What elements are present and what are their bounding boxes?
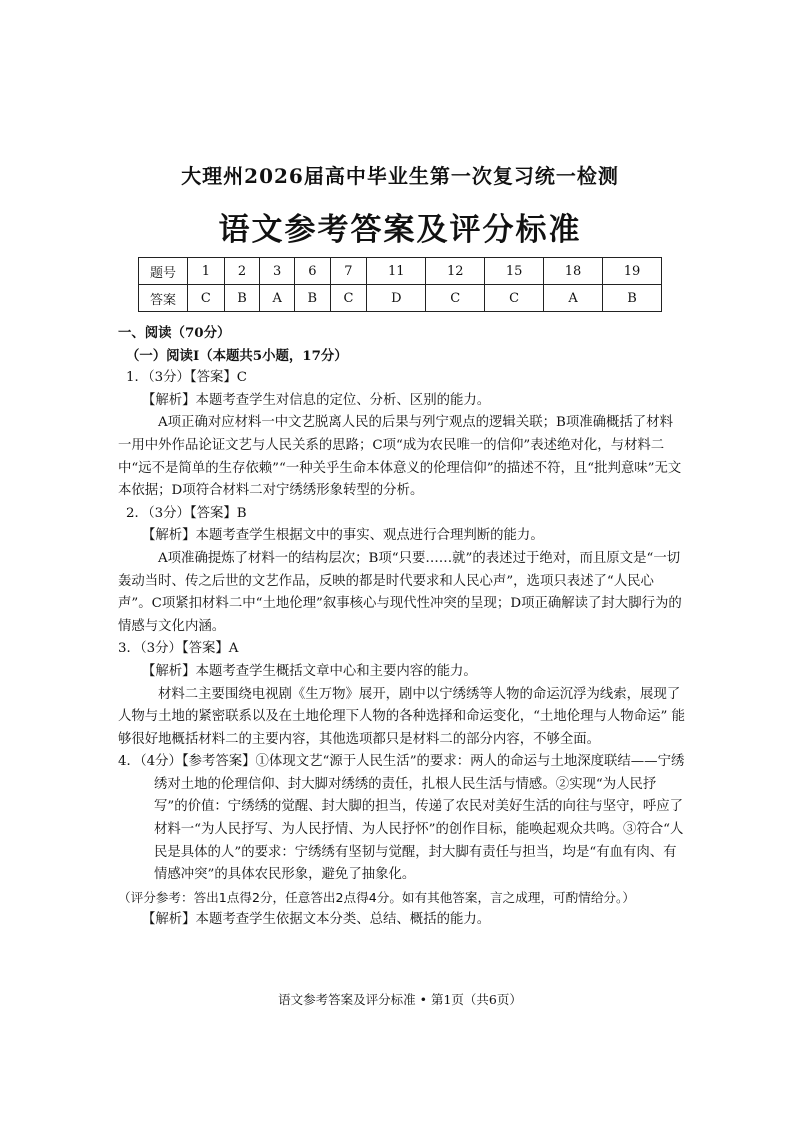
answer-cell: B: [603, 285, 662, 312]
q3-analysis: 【解析】本题考查学生概括文章中心和主要内容的能力。: [142, 663, 477, 679]
section-subheading: （一）阅读Ⅰ（本题共5小题，17分）: [126, 347, 348, 364]
q4-points: ①体现文艺“源于人民生活”的要求：两人的命运与土地深度联结——宁绣绣对土地的伦理信仰、封大脚对绣绣的责任，扎根人民生活与情感。②实现“为人民抒写”的价值：宁绣绣的觉醒、封大脚的担当，传递了农民对美好生活的向往与坚守，呼应了材料一“为人民抒写、为人民抒情、为人民抒怀”的创作目标，能唤起观众共鸣。③符合“人民是具体的人”的要求：宁绣绣有坚韧与觉醒，封大脚有责任与担当，均是“有血有肉、有情感冲突”的具体农民形象，避免了抽象化。: [154, 754, 685, 883]
answer-row: [139, 285, 662, 312]
q4-analysis: 【解析】本题考查学生依据文本分类、总结、概括的能力。: [142, 912, 491, 928]
answer-cell: A: [544, 285, 603, 312]
answer-cell: C: [426, 285, 485, 312]
q1-answer: 1．（3分）【答案】C: [126, 370, 248, 386]
question-number: 11: [367, 258, 426, 285]
question-number-row: [139, 258, 662, 285]
q1-explanation: A项正确对应材料一中文艺脱离人民的后果与列宁观点的逻辑关联；B项准确概括了材料一用中外作品论证文艺与人民关系的思路；C项“成为农民唯一的信仰”表述绝对化，与材料二中“远不是简单的生存依赖”“一种关乎生命本体意义的伦理信仰”的描述不符，且“批判意味”无文本依据；D项符合材料二对宁绣绣形象转型的分析。: [118, 415, 682, 499]
answer-cell: B: [224, 285, 259, 312]
question-number: 7: [330, 258, 367, 285]
answer-cell: C: [485, 285, 544, 312]
q4-head: 4．（4分）【参考答案】: [118, 754, 256, 770]
q4-scoring-note: （评分参考：答出1点得2分，任意答出2点得4分。如有其他答案，言之成理，可酌情给分。）: [118, 889, 635, 905]
answer-table: [138, 257, 662, 312]
q4-block: [118, 751, 686, 932]
q4-reference-answer: [118, 751, 686, 887]
question-number: 18: [544, 258, 603, 285]
answer-cell: D: [367, 285, 426, 312]
q2-answer: 2．（3分）【答案】B: [126, 505, 247, 521]
question-number: 1: [188, 258, 225, 285]
row-label-question: 题号: [139, 258, 188, 285]
document-title: 语文参考答案及评分标准: [218, 212, 582, 248]
page-footer: 语文参考答案及评分标准 • 第1页（共6页）: [278, 992, 522, 1007]
question-number: 3: [260, 258, 295, 285]
q3-explanation: 材料二主要围绕电视剧《生万物》展开，剧中以宁绣绣等人物的命运沉浮为线索，展现了人物与土地的紧密联系以及在土地伦理下人物的各种选择和命运变化，“土地伦理与人物命运” 能够很好地概括材料二的主要内容，其他选项都只是材料二的部分内容，不够全面。: [118, 686, 685, 747]
answer-cell: C: [188, 285, 225, 312]
q1-block: [118, 367, 686, 503]
answer-cell: C: [330, 285, 367, 312]
q1-analysis: 【解析】本题考查学生对信息的定位、分析、区别的能力。: [142, 392, 491, 408]
question-number: 19: [603, 258, 662, 285]
q3-block: [118, 638, 686, 751]
question-number: 12: [426, 258, 485, 285]
q3-answer: 3．（3分）【答案】A: [118, 641, 239, 657]
question-number: 2: [224, 258, 259, 285]
q2-analysis: 【解析】本题考查学生根据文中的事实、观点进行合理判断的能力。: [142, 528, 544, 544]
question-number: 6: [295, 258, 330, 285]
answer-cell: A: [260, 285, 295, 312]
section-heading: 一、阅读（70分）: [118, 325, 231, 341]
q2-block: [118, 503, 686, 639]
q2-explanation: A项准确提炼了材料一的结构层次；B项“只要……就”的表述过于绝对，而且原文是“一切轰动当时、传之后世的文艺作品，反映的都是时代要求和人民心声”，选项只表述了“人民心声”。C项紧扣材料二中“土地伦理”叙事核心与现代性冲突的呈现；D项正确解读了封大脚行为的情感与文化内涵。: [118, 550, 682, 634]
row-label-answer: 答案: [139, 285, 188, 312]
answer-body: [118, 322, 686, 932]
answer-cell: B: [295, 285, 330, 312]
exam-title: 大理州2026届高中毕业生第一次复习统一检测: [181, 164, 619, 188]
question-number: 15: [485, 258, 544, 285]
